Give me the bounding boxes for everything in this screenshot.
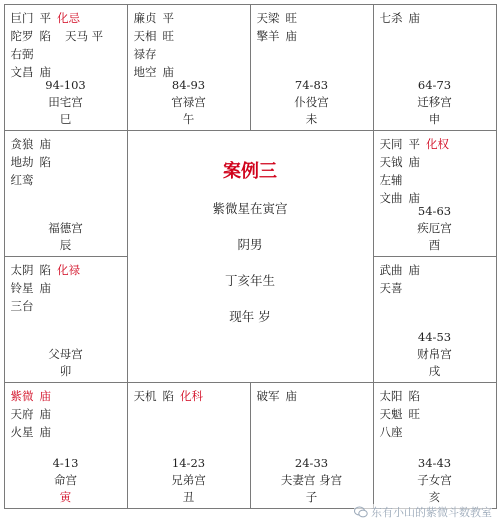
star-brightness: 庙: [39, 280, 51, 295]
star-brightness: 陷: [39, 154, 51, 169]
palace-footer: [5, 455, 127, 506]
star-name: 贪狼: [10, 136, 34, 151]
star-name: 破军: [256, 388, 280, 403]
star-brightness: 庙: [408, 10, 420, 25]
star-row: [380, 387, 496, 405]
palace-name: 父母宫: [48, 346, 83, 361]
watermark-text: 东有小山的紫微斗数教室: [371, 506, 492, 519]
star-row: [11, 171, 127, 189]
star-brightness: 庙: [162, 64, 174, 79]
star-row: [380, 9, 496, 27]
star-name: 文曲: [379, 190, 403, 205]
star-brightness: 庙: [285, 28, 297, 43]
star-brightness: 陷: [39, 262, 51, 277]
star-name: 武曲: [379, 262, 403, 277]
star-brightness: 陷: [408, 388, 420, 403]
palace-si: [4, 4, 128, 131]
star-row: [257, 9, 373, 27]
palace-footer: [374, 77, 496, 128]
palace-zi: [250, 382, 374, 509]
star-name: 右弼: [10, 46, 34, 61]
palace-name: 命宫: [54, 472, 77, 487]
palace-wei: [250, 4, 374, 131]
palace-footer: [374, 455, 496, 506]
palace-footer: [374, 329, 496, 380]
palace-footer: [128, 455, 250, 506]
palace-name: 疾厄宫: [417, 220, 452, 235]
star-row: [134, 387, 250, 405]
star-brightness: 庙: [39, 64, 51, 79]
palace-age-range: 74-83: [294, 77, 329, 92]
star-name: 天喜: [379, 280, 403, 295]
info-birth-year: 丁亥年生: [224, 272, 275, 288]
star-row: [11, 387, 127, 405]
palace-yin: [4, 382, 128, 509]
star-name: 擎羊: [256, 28, 280, 43]
star-name: 地劫: [10, 154, 34, 169]
info-age: 现年 岁: [229, 308, 271, 324]
palace-age-range: [5, 329, 127, 346]
star-brightness: 庙: [408, 262, 420, 277]
palace-footer: [374, 203, 496, 254]
star-row: [257, 27, 373, 45]
star-name: 地空: [133, 64, 157, 79]
wechat-icon: [354, 506, 368, 518]
star-brightness: 庙: [408, 154, 420, 169]
star-brightness: 旺: [408, 406, 420, 421]
palace-age-range: 54-63: [417, 203, 452, 218]
palace-age-range: 4-13: [52, 455, 79, 470]
star-transformation: 化禄: [57, 262, 80, 277]
star-name: 红鸾: [10, 172, 34, 187]
star-name: 紫微: [10, 388, 34, 403]
star-transformation: 化科: [180, 388, 203, 403]
star-name: 太阴: [10, 262, 34, 277]
palace-age-range: 24-33: [294, 455, 329, 470]
star-row: [134, 27, 250, 45]
star-brightness: 庙: [39, 424, 51, 439]
palace-chen: [4, 130, 128, 257]
palace-footer: [251, 455, 373, 506]
star-row: [380, 423, 496, 441]
star-row: [11, 9, 127, 27]
palace-you: [373, 130, 497, 257]
palace-name: 仆役宫: [294, 94, 329, 109]
palace-branch: 寅: [59, 489, 72, 504]
star-name: 天相: [133, 28, 157, 43]
info-gender: 阴男: [237, 236, 263, 252]
star-row: [11, 261, 127, 279]
star-name: 天钺: [379, 154, 403, 169]
ziwei-chart: [4, 4, 496, 508]
palace-age-range: 64-73: [417, 77, 452, 92]
star-row: [11, 279, 127, 297]
palace-name: 财帛宫: [417, 346, 452, 361]
palace-age-range: 94-103: [45, 77, 86, 92]
palace-age-range: [5, 203, 127, 220]
star-row: [380, 405, 496, 423]
palace-name: 福德宫: [48, 220, 83, 235]
palace-branch: 巳: [59, 111, 72, 126]
palace-age-range: 34-43: [417, 455, 452, 470]
star-row: [380, 153, 496, 171]
palace-footer: [128, 77, 250, 128]
palace-chou: [127, 382, 251, 509]
star-name: 火星: [10, 424, 34, 439]
star-brightness: 庙: [39, 388, 51, 403]
palace-name: 田宅宫: [48, 94, 83, 109]
star-row: [380, 279, 496, 297]
star-name: 文昌: [10, 64, 34, 79]
star-brightness: 陷: [162, 388, 174, 403]
palace-branch: 申: [428, 111, 441, 126]
star-name: 七杀: [379, 10, 403, 25]
star-row: [11, 153, 127, 171]
star-name: 天魁: [379, 406, 403, 421]
palace-branch: 亥: [428, 489, 441, 504]
star-name: 天府: [10, 406, 34, 421]
star-row: [380, 261, 496, 279]
palace-footer: [251, 77, 373, 128]
palace-branch: 子: [305, 489, 318, 504]
star-transformation: 化权: [426, 136, 449, 151]
star-extra: 天马 平: [65, 28, 104, 43]
info-star-position: 紫微星在寅宫: [212, 200, 288, 216]
star-brightness: 平: [39, 10, 51, 25]
star-brightness: 庙: [39, 406, 51, 421]
star-brightness: 平: [162, 10, 174, 25]
palace-branch: 辰: [59, 237, 72, 252]
star-name: 陀罗: [10, 28, 34, 43]
star-name: 太阳: [379, 388, 403, 403]
star-brightness: 庙: [39, 136, 51, 151]
palace-branch: 卯: [59, 363, 72, 378]
star-row: [11, 297, 127, 315]
palace-hai: [373, 382, 497, 509]
palace-name: 子女宫: [417, 472, 452, 487]
star-row: [11, 27, 127, 45]
palace-mao: [4, 256, 128, 383]
star-brightness: 旺: [162, 28, 174, 43]
star-row: [11, 45, 127, 63]
palace-footer: [5, 77, 127, 128]
star-name: 天同: [379, 136, 403, 151]
palace-branch: 午: [182, 111, 195, 126]
star-name: 三台: [10, 298, 34, 313]
palace-name: 兄弟宫: [171, 472, 206, 487]
star-name: 天机: [133, 388, 157, 403]
star-row: [380, 135, 496, 153]
palace-name: 迁移宫: [417, 94, 452, 109]
star-row: [11, 405, 127, 423]
palace-footer: [5, 203, 127, 254]
star-row: [134, 45, 250, 63]
star-name: 巨门: [10, 10, 34, 25]
star-brightness: 庙: [408, 190, 420, 205]
palace-age-range: 44-53: [417, 329, 452, 344]
palace-age-range: 14-23: [171, 455, 206, 470]
star-transformation: 化忌: [57, 10, 80, 25]
palace-footer: [5, 329, 127, 380]
star-name: 八座: [379, 424, 403, 439]
star-brightness: 旺: [285, 10, 297, 25]
palace-branch: 丑: [182, 489, 195, 504]
palace-age-range: 84-93: [171, 77, 206, 92]
star-brightness: 平: [408, 136, 420, 151]
palace-branch: 戌: [428, 363, 441, 378]
palace-branch: 未: [305, 111, 318, 126]
star-row: [380, 171, 496, 189]
star-row: [134, 9, 250, 27]
star-brightness: 庙: [285, 388, 297, 403]
palace-branch: 酉: [428, 237, 441, 252]
star-name: 天梁: [256, 10, 280, 25]
chart-title: 案例三: [223, 160, 277, 182]
star-name: 禄存: [133, 46, 157, 61]
star-name: 左辅: [379, 172, 403, 187]
palace-name: 官禄宫: [171, 94, 206, 109]
palace-wu: [127, 4, 251, 131]
star-brightness: 陷: [39, 28, 51, 43]
watermark: [354, 504, 492, 520]
palace-shen: [373, 4, 497, 131]
palace-name: 夫妻宫 身宫: [280, 472, 343, 487]
star-name: 廉贞: [133, 10, 157, 25]
palace-xu: [373, 256, 497, 383]
star-row: [257, 387, 373, 405]
star-name: 铃星: [10, 280, 34, 295]
center-info: [127, 130, 374, 383]
star-row: [11, 423, 127, 441]
star-row: [11, 135, 127, 153]
